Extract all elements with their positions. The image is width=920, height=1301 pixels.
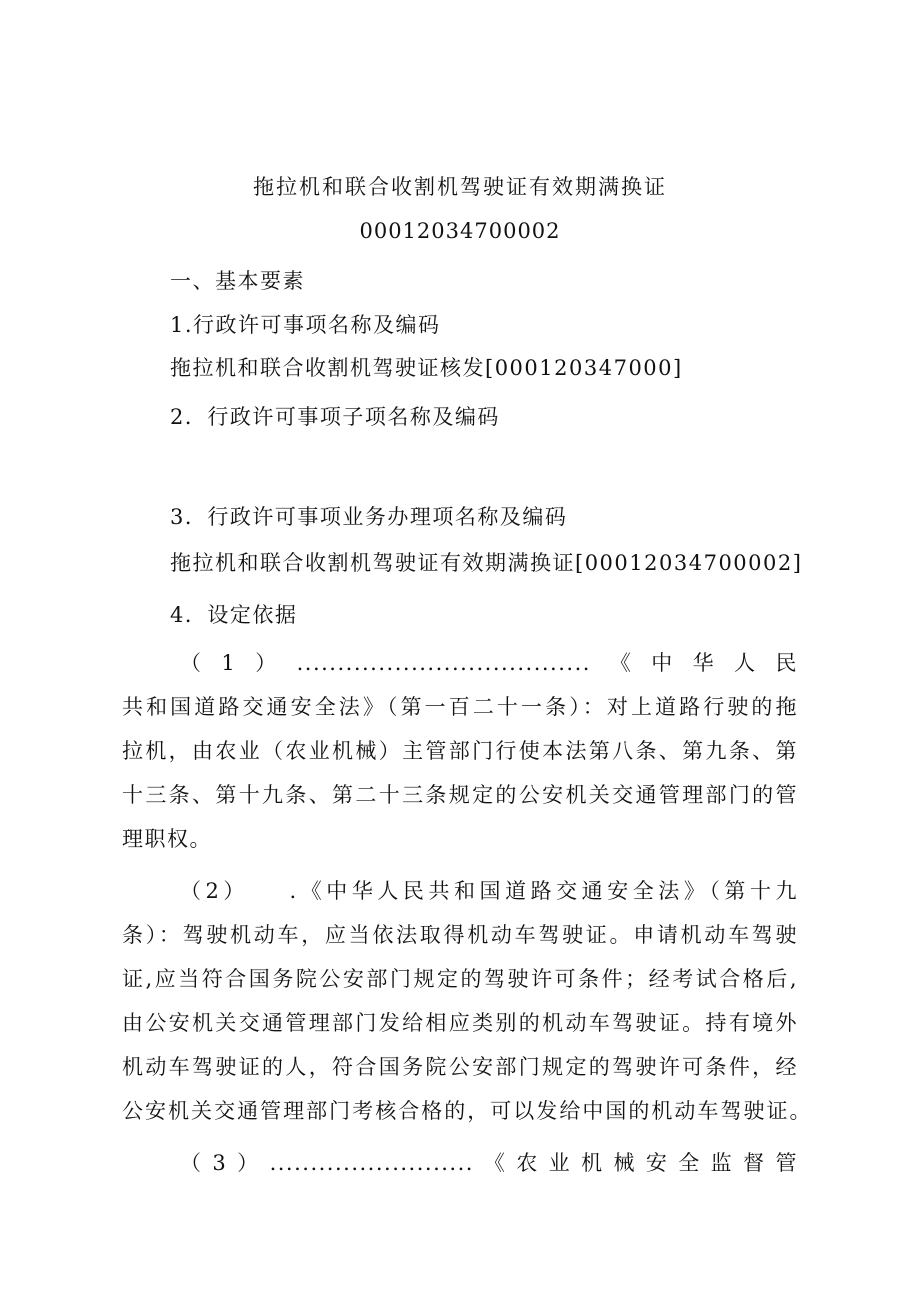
basis-2-line-6: 公安机关交通管理部门考核合格的，可以发给中国的机动车驾驶证。: [122, 1099, 812, 1123]
basis-1-line-3: 拉机，由农业（农业机械）主管部门行使本法第八条、第九条、第: [122, 739, 798, 763]
basis-3-line-1: （3）.........................《农业机械安全监督管: [180, 1151, 798, 1175]
basis-1-line-5: 理职权。: [122, 827, 212, 851]
basis-2-line-2: 条）：驾驶机动车，应当依法取得机动车驾驶证。申请机动车驾驶: [122, 923, 798, 947]
item1-value: 拖拉机和联合收割机驾驶证核发[000120347000]: [170, 356, 683, 380]
basis-1-line-2: 共和国道路交通安全法》（第一百二十一条）：对上道路行驶的拖: [122, 695, 798, 719]
document-title: 拖拉机和联合收割机驾驶证有效期满换证: [253, 175, 667, 199]
basis-1-line-1: （1）....................................《中华人民: [180, 651, 798, 675]
section-heading-basic-elements: 一、基本要素: [170, 269, 305, 293]
item3-value: 拖拉机和联合收割机驾驶证有效期满换证[00012034700002]: [170, 551, 803, 575]
document-code: 00012034700002: [359, 219, 561, 243]
basis-2-line-4: 由公安机关交通管理部门发给相应类别的机动车驾驶证。持有境外: [122, 1011, 798, 1035]
basis-1-line-4: 十三条、第十九条、第二十三条规定的公安机关交通管理部门的管: [122, 783, 798, 807]
basis-2-line-3: 证,应当符合国务院公安部门规定的驾驶许可条件；经考试合格后,: [122, 967, 798, 991]
basis-2-line-5: 机动车驾驶证的人，符合国务院公安部门规定的驾驶许可条件，经: [122, 1055, 798, 1079]
item3-heading: 3．行政许可事项业务办理项名称及编码: [170, 505, 568, 529]
basis-2-line-1: （2） .《中华人民共和国道路交通安全法》（第十九: [180, 879, 798, 903]
item2-heading: 2．行政许可事项子项名称及编码: [170, 405, 500, 429]
item1-heading: 1.行政许可事项名称及编码: [170, 313, 441, 337]
item4-heading: 4．设定依据: [170, 603, 298, 627]
